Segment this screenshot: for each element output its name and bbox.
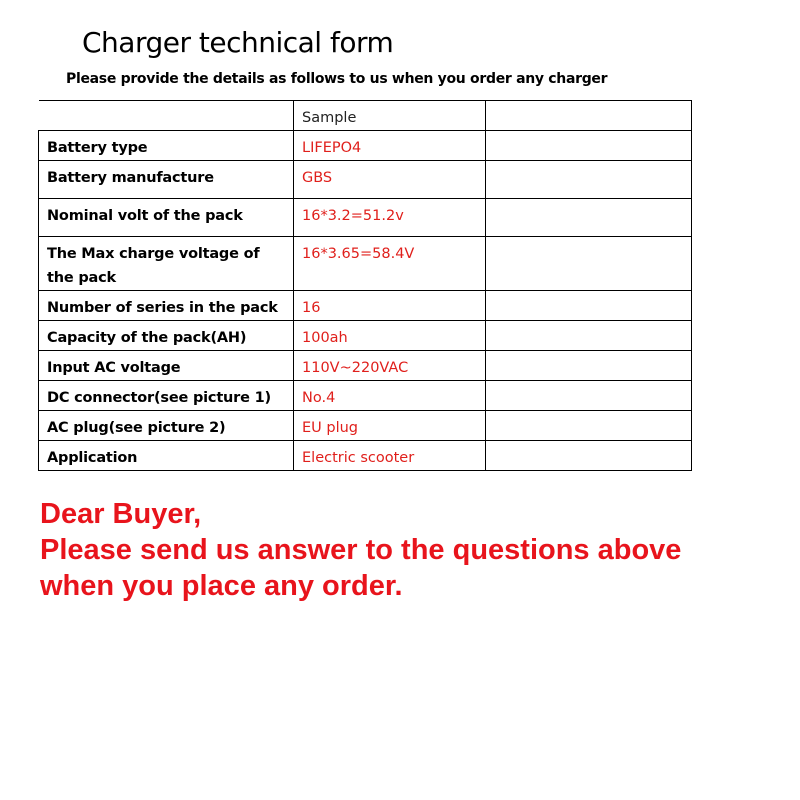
row-value: GBS xyxy=(294,161,486,199)
row-label: Battery type xyxy=(39,131,294,161)
row-extra xyxy=(486,381,692,411)
buyer-notice xyxy=(40,496,681,604)
row-label: Capacity of the pack(AH) xyxy=(39,321,294,351)
notice-line: Please send us answer to the questions above xyxy=(40,534,682,566)
table-row xyxy=(39,321,692,351)
table-row xyxy=(39,161,692,199)
notice-greeting: Dear Buyer, xyxy=(40,498,202,530)
row-extra xyxy=(486,291,692,321)
row-value: 16*3.65=58.4V xyxy=(294,237,486,291)
row-value: EU plug xyxy=(294,411,486,441)
table-header-row xyxy=(39,101,692,131)
row-value: 16*3.2=51.2v xyxy=(294,199,486,237)
row-value: 110V~220VAC xyxy=(294,351,486,381)
row-extra xyxy=(486,321,692,351)
form-subtitle: Please provide the details as follows to us when you order any charger xyxy=(66,71,608,87)
row-value: 100ah xyxy=(294,321,486,351)
row-label: Battery manufacture xyxy=(39,161,294,199)
table-row xyxy=(39,131,692,161)
row-extra xyxy=(486,199,692,237)
form-title: Charger technical form xyxy=(82,26,394,59)
row-label: Application xyxy=(39,441,294,471)
row-extra xyxy=(486,161,692,199)
row-value: Electric scooter xyxy=(294,441,486,471)
row-extra xyxy=(486,351,692,381)
row-extra xyxy=(486,131,692,161)
row-extra xyxy=(486,237,692,291)
row-label: Input AC voltage xyxy=(39,351,294,381)
row-label: Nominal volt of the pack xyxy=(39,199,294,237)
table-row xyxy=(39,411,692,441)
table-row xyxy=(39,441,692,471)
table-row xyxy=(39,199,692,237)
row-value: LIFEPO4 xyxy=(294,131,486,161)
row-value: No.4 xyxy=(294,381,486,411)
row-label: The Max charge voltage of the pack xyxy=(39,237,294,291)
charger-form-table xyxy=(38,100,692,471)
row-extra xyxy=(486,441,692,471)
table-row xyxy=(39,237,692,291)
notice-line: when you place any order. xyxy=(40,570,403,602)
table-row xyxy=(39,381,692,411)
row-extra xyxy=(486,411,692,441)
table-row xyxy=(39,351,692,381)
header-extra-cell xyxy=(486,101,692,131)
row-value: 16 xyxy=(294,291,486,321)
row-label: Number of series in the pack xyxy=(39,291,294,321)
row-label: AC plug(see picture 2) xyxy=(39,411,294,441)
table-row xyxy=(39,291,692,321)
header-label-cell xyxy=(39,101,294,131)
header-sample-cell: Sample xyxy=(294,101,486,131)
row-label: DC connector(see picture 1) xyxy=(39,381,294,411)
